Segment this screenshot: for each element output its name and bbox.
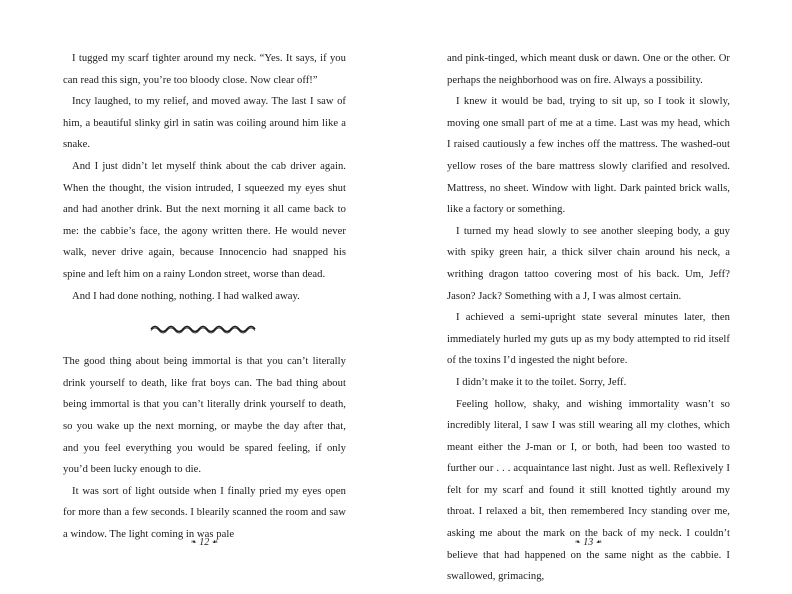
- paragraph: I turned my head slowly to see another sleeping body, a guy with spiky green hair, a thick silver chain around his neck, a writhing dragon tattoo covering most of his back. Um, Jeff? Jason? Jack? Something with a J, I was almost certain.: [447, 225, 730, 302]
- fleuron-icon: ☙: [211, 538, 219, 546]
- page-number: 12: [199, 537, 210, 548]
- page-number-left: [63, 537, 346, 548]
- fleuron-icon: ❧: [574, 538, 581, 546]
- paragraph: I didn’t make it to the toilet. Sorry, Jeff.: [456, 376, 627, 388]
- paragraph: I knew it would be bad, trying to sit up, so I took it slowly, moving one small part of me at a time. Last was my head, which I raised cautiously a few inches off the mattress. The washed-out yellow roses of the bare mattress slowly clarified and resolved. Mattress, no sheet. Window with light. Dark painted brick walls, like a factory or something.: [447, 96, 730, 216]
- paragraph: and pink-tinged, which meant dusk or dawn. One or the other. Or perhaps the neighborhood was on fire. Always a possibility.: [447, 53, 730, 86]
- paragraph: Incy laughed, to my relief, and moved away. The last I saw of him, a beautiful slinky girl in satin was coiling around him like a snake.: [63, 96, 346, 151]
- paragraph: It was sort of light outside when I finally pried my eyes open for more than a few seconds. I blearily scanned the room and saw a window. The light coming in was pale: [63, 485, 346, 540]
- fleuron-icon: ❧: [190, 538, 197, 546]
- left-page: [63, 48, 346, 545]
- wave-ornament-icon: [149, 324, 261, 334]
- paragraph: The good thing about being immortal is that you can’t literally drink yourself to death, like frat boys can. The bad thing about being immortal is that you can’t literally drink yourself to death, so you wake up the next morning, or maybe the day after that, and you feel everything you would be spared feeling, if only you’d been lucky enough to die.: [63, 356, 346, 476]
- paragraph: I tugged my scarf tighter around my neck. “Yes. It says, if you can read this sign, you’re too bloody close. Now clear off!”: [63, 53, 346, 86]
- page-number: 13: [583, 537, 594, 548]
- section-break-ornament: [63, 307, 346, 351]
- paragraph: Feeling hollow, shaky, and wishing immortality wasn’t so incredibly literal, I saw I was still wearing all my clothes, which meant either the J-man or I, or both, had been too wasted to further our . . . acquaintance last night. Just as well. Reflexively I felt for my scarf and found it still knotted tightly around my throat. I relaxed a bit, then remembered Incy standing over me, asking me about the mark on the back of my neck. I couldn’t believe that had happened on the same night as the cabbie. I swallowed, grimacing,: [447, 398, 730, 583]
- fleuron-icon: ☙: [595, 538, 603, 546]
- page-number-right: [447, 537, 730, 548]
- paragraph: I achieved a semi-upright state several minutes later, then immediately hurled my guts up as my body attempted to rid itself of the toxins I’d ingested the night before.: [447, 312, 730, 367]
- paragraph: And I just didn’t let myself think about the cab driver again. When the thought, the vision intruded, I squeezed my eyes shut and had another drink. But the next morning it all came back to me: the cabbie’s face, the agony written there. He would never walk, never drive again, because Innocencio had snapped his spine and left him on a rainy London street, worse than dead.: [63, 160, 346, 280]
- paragraph: And I had done nothing, nothing. I had walked away.: [72, 290, 300, 302]
- right-page: [447, 48, 730, 588]
